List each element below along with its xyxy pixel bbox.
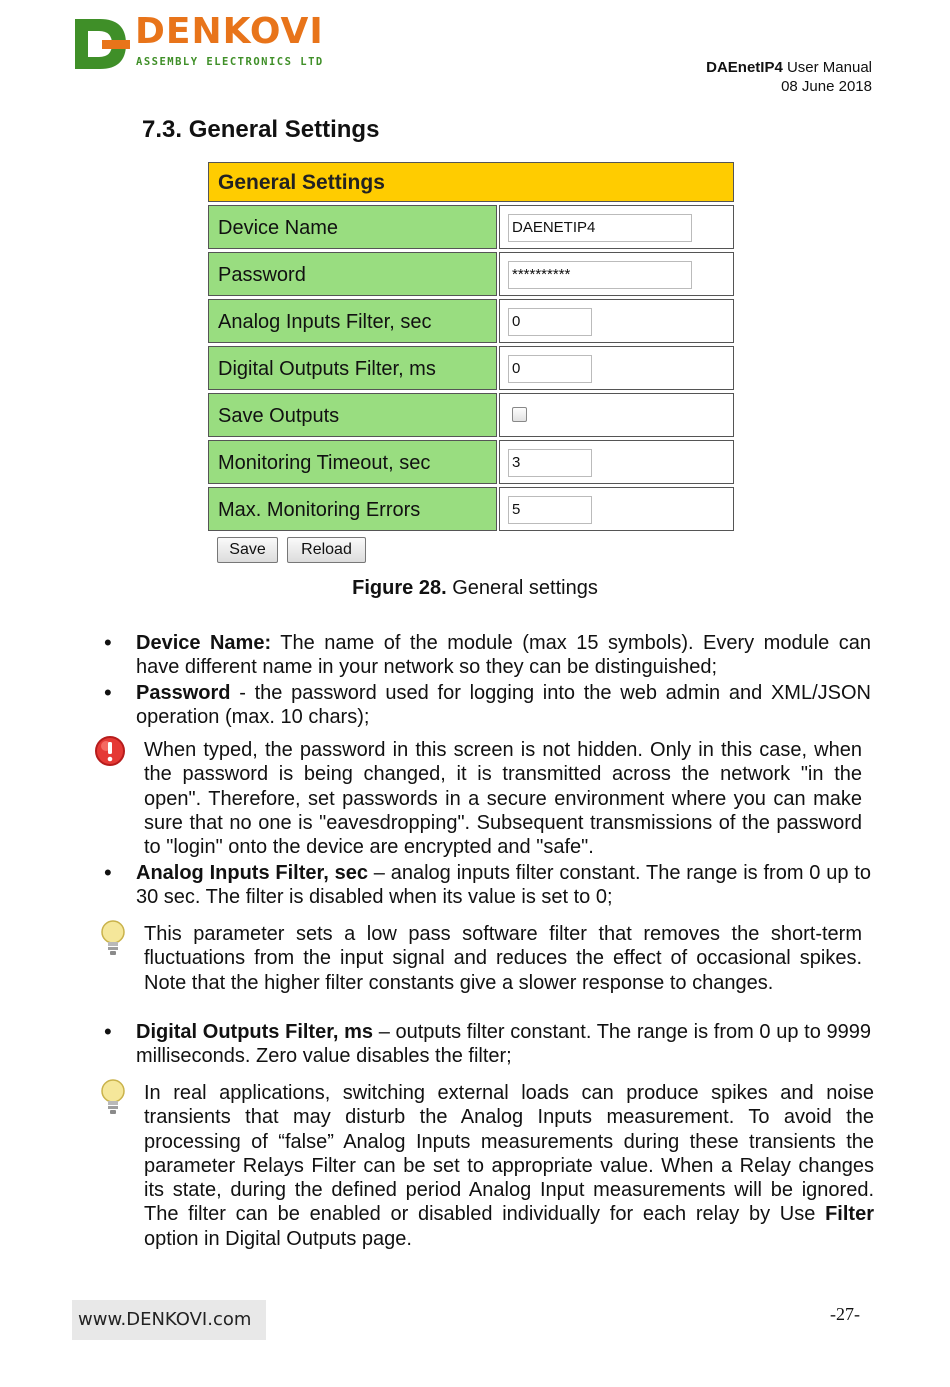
logo-subtitle: ASSEMBLY ELECTRONICS LTD (136, 56, 324, 68)
general-settings-form (208, 162, 734, 531)
reload-button[interactable]: Reload (287, 537, 366, 563)
analog-filter-tip: This parameter sets a low pass software filter that removes the short-term fluctuations from the input signal and reduces the effect of occasional spikes. Note that the higher filter constants give a slower response to changes. (144, 923, 862, 994)
lightbulb-icon (98, 1078, 128, 1118)
form-row-monitoring-timeout (208, 440, 734, 484)
term: Password (136, 682, 231, 704)
description: – outputs filter constant. The range is from 0 up to 9999 milliseconds. Zero value disables the filter; (136, 1021, 871, 1068)
row-label: Save Outputs (208, 393, 497, 437)
lightbulb-icon (98, 919, 128, 959)
password-input[interactable]: ********** (508, 261, 692, 289)
password-warning-note: When typed, the password in this screen is not hidden. Only in this case, when the password is being changed, it is transmitted across the network "in the open". Therefore, set passwords in a secure environment where you can make sure that no one is "eavesdropping". Subsequent transmissions of the password to "login" onto the device are encrypted and "safe". (144, 739, 862, 859)
denkovi-logo-icon (72, 16, 132, 72)
term: Digital Outputs Filter, ms (136, 1021, 374, 1043)
description: The name of the module (max 15 symbols). Every module can have different name in your network so they can be distinguished; (136, 632, 871, 679)
form-row-device-name (208, 205, 734, 249)
row-label: Digital Outputs Filter, ms (208, 346, 497, 390)
item-analog-filter (136, 861, 871, 910)
device-name-input[interactable]: DAENETIP4 (508, 214, 692, 242)
row-value-cell (499, 487, 734, 531)
tip-text-end: option in Digital Outputs page. (144, 1227, 412, 1250)
digital-filter-tip (144, 1081, 874, 1251)
row-value-cell (499, 393, 734, 437)
product-name: DAEnetIP4 (706, 59, 783, 76)
row-label: Max. Monitoring Errors (208, 487, 497, 531)
analog-filter-input[interactable]: 0 (508, 308, 592, 336)
document-date: 08 June 2018 (781, 78, 872, 95)
bullet: • (104, 680, 112, 705)
save-outputs-checkbox[interactable] (512, 407, 527, 422)
doc-suffix: User Manual (782, 59, 872, 76)
document-title (706, 59, 872, 77)
figure-caption (0, 577, 950, 600)
bullet: • (104, 1019, 112, 1044)
bullet: • (104, 630, 112, 655)
section-title: 7.3. General Settings (142, 116, 380, 143)
max-errors-input[interactable]: 5 (508, 496, 592, 524)
item-device-name (136, 631, 871, 680)
term: Device Name: (136, 632, 272, 654)
form-row-save-outputs (208, 393, 734, 437)
form-row-password (208, 252, 734, 296)
form-row-max-errors (208, 487, 734, 531)
row-value-cell (499, 252, 734, 296)
description: – analog inputs filter constant. The range is from 0 up to 30 sec. The filter is disabled when its value is set to 0; (136, 862, 871, 909)
item-digital-filter (136, 1020, 871, 1069)
form-row-analog-filter (208, 299, 734, 343)
bullet: • (104, 860, 112, 885)
row-label: Monitoring Timeout, sec (208, 440, 497, 484)
tip-bold: Filter (825, 1203, 874, 1226)
form-title: General Settings (208, 162, 734, 202)
logo-name: DENKOVI (135, 11, 324, 52)
description: - the password used for logging into the web admin and XML/JSON operation (max. 10 chars); (136, 682, 871, 729)
row-value-cell (499, 346, 734, 390)
warning-icon (94, 735, 126, 767)
save-button[interactable]: Save (217, 537, 278, 563)
page-number: -27- (830, 1304, 860, 1324)
form-row-digital-filter (208, 346, 734, 390)
tip-text: In real applications, switching external loads can produce spikes and noise transients that may disturb the Analog Inputs measurement. To avoid the processing of “false” Analog Inputs measurements during these transients the parameter Relays Filter can be set to appropriate value. When a Relay changes its state, during the defined period Analog Input measurements will be ignored. The filter can be enabled or disabled individually for each relay by Use (144, 1082, 874, 1226)
row-label: Analog Inputs Filter, sec (208, 299, 497, 343)
footer-url: www.DENKOVI.com (72, 1300, 266, 1340)
row-value-cell (499, 205, 734, 249)
item-password (136, 681, 871, 730)
row-label: Password (208, 252, 497, 296)
row-value-cell (499, 440, 734, 484)
term: Analog Inputs Filter, sec (136, 862, 368, 884)
row-label: Device Name (208, 205, 497, 249)
digital-filter-input[interactable]: 0 (508, 355, 592, 383)
monitoring-timeout-input[interactable]: 3 (508, 449, 592, 477)
row-value-cell (499, 299, 734, 343)
caption-number: Figure 28. (352, 577, 447, 599)
caption-text: General settings (446, 577, 598, 599)
